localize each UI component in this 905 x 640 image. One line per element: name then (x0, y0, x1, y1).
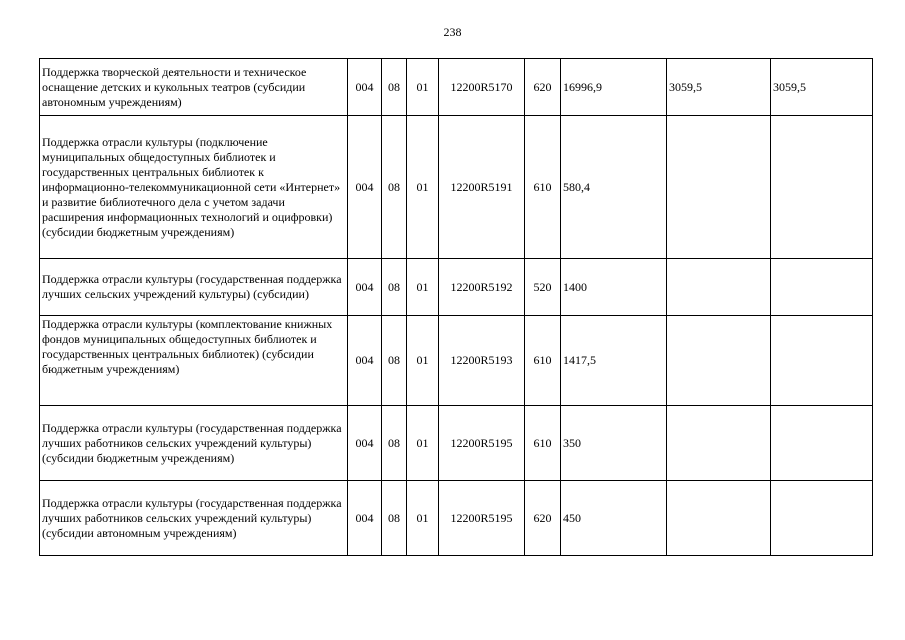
sum-year-3 (771, 406, 873, 481)
ministry-code: 004 (348, 481, 382, 556)
target-code: 12200R5170 (439, 59, 525, 116)
subsection-code: 01 (407, 316, 439, 406)
expense-name: Поддержка отрасли культуры (государственная поддержка лучших сельских учреждений культуры) (субсидии) (40, 259, 348, 316)
expense-type-code: 520 (525, 259, 561, 316)
sum-year-2 (667, 316, 771, 406)
target-code: 12200R5195 (439, 406, 525, 481)
expense-name: Поддержка отрасли культуры (государственная поддержка лучших работников сельских учреждений культуры) (субсидии бюджетным учреждениям) (40, 406, 348, 481)
sum-year-3: 3059,5 (771, 59, 873, 116)
subsection-code: 01 (407, 406, 439, 481)
sum-year-3 (771, 259, 873, 316)
table-row (40, 481, 873, 556)
expense-name: Поддержка отрасли культуры (комплектование книжных фондов муниципальных общедоступных библиотек и государственных центральных библиотек) (субсидии бюджетным учреждениям) (40, 316, 348, 406)
expense-type-code: 620 (525, 481, 561, 556)
table-row (40, 316, 873, 406)
expense-name: Поддержка творческой деятельности и техническое оснащение детских и кукольных театров (субсидии автономным учреждениям) (40, 59, 348, 116)
subsection-code: 01 (407, 481, 439, 556)
section-code: 08 (382, 406, 407, 481)
sum-year-3 (771, 116, 873, 259)
sum-year-1: 580,4 (561, 116, 667, 259)
sum-year-2 (667, 406, 771, 481)
target-code: 12200R5192 (439, 259, 525, 316)
budget-table (39, 58, 873, 556)
subsection-code: 01 (407, 116, 439, 259)
ministry-code: 004 (348, 116, 382, 259)
sum-year-3 (771, 481, 873, 556)
page-number: 238 (443, 25, 462, 39)
section-code: 08 (382, 481, 407, 556)
expense-name: Поддержка отрасли культуры (государственная поддержка лучших работников сельских учреждений культуры) (субсидии автономным учреждениям) (40, 481, 348, 556)
ministry-code: 004 (348, 259, 382, 316)
expense-type-code: 620 (525, 59, 561, 116)
target-code: 12200R5193 (439, 316, 525, 406)
section-code: 08 (382, 59, 407, 116)
target-code: 12200R5195 (439, 481, 525, 556)
sum-year-2 (667, 481, 771, 556)
ministry-code: 004 (348, 406, 382, 481)
expense-name: Поддержка отрасли культуры (подключение муниципальных общедоступных библиотек и государственных центральных библиотек к информационно-телекоммуникационной сети «Интернет» и развитие библиотечного дела с учетом задачи расширения информационных технологий и оцифровки) (субсидии бюджетным учреждениям) (40, 116, 348, 259)
subsection-code: 01 (407, 259, 439, 316)
table-row (40, 116, 873, 259)
sum-year-1: 1417,5 (561, 316, 667, 406)
sum-year-2: 3059,5 (667, 59, 771, 116)
section-code: 08 (382, 116, 407, 259)
sum-year-2 (667, 116, 771, 259)
subsection-code: 01 (407, 59, 439, 116)
sum-year-1: 350 (561, 406, 667, 481)
table-row (40, 259, 873, 316)
sum-year-1: 16996,9 (561, 59, 667, 116)
ministry-code: 004 (348, 59, 382, 116)
expense-type-code: 610 (525, 316, 561, 406)
expense-type-code: 610 (525, 406, 561, 481)
sum-year-1: 1400 (561, 259, 667, 316)
sum-year-3 (771, 316, 873, 406)
section-code: 08 (382, 316, 407, 406)
sum-year-1: 450 (561, 481, 667, 556)
table-row (40, 406, 873, 481)
sum-year-2 (667, 259, 771, 316)
ministry-code: 004 (348, 316, 382, 406)
table-row (40, 59, 873, 116)
section-code: 08 (382, 259, 407, 316)
target-code: 12200R5191 (439, 116, 525, 259)
expense-type-code: 610 (525, 116, 561, 259)
